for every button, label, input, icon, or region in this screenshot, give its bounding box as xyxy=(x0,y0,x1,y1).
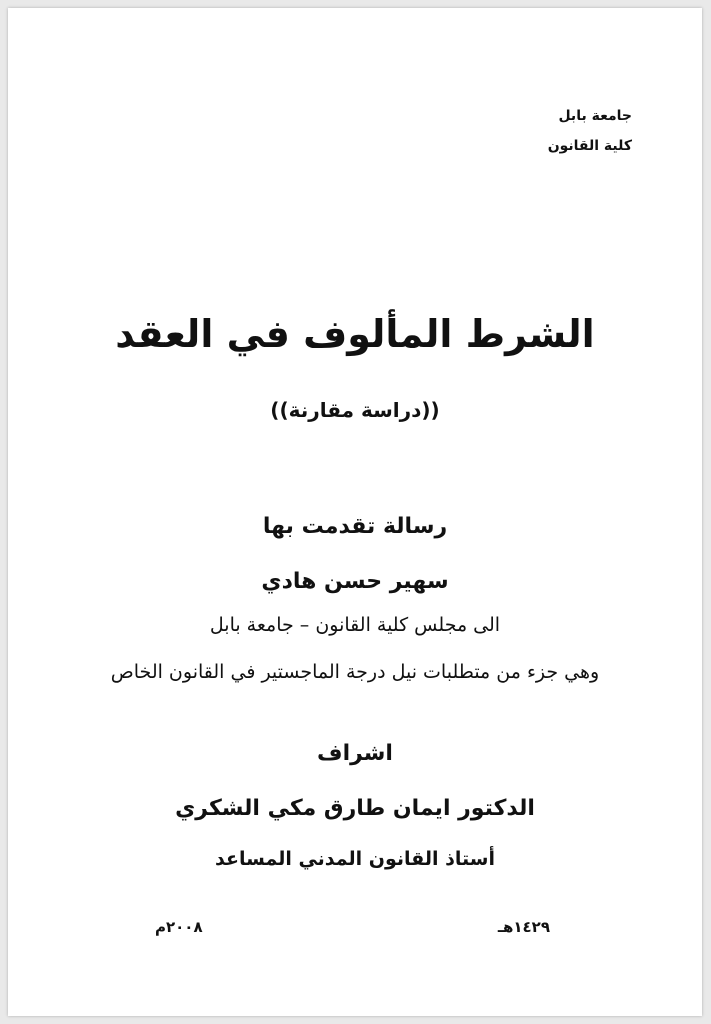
thesis-subtitle: ((دراسة مقارنة)) xyxy=(270,398,440,422)
supervisor-name: الدكتور ايمان طارق مكي الشكري xyxy=(175,796,535,821)
supervision-heading: اشراف xyxy=(317,741,393,766)
author-name: سهير حسن هادي xyxy=(261,569,449,594)
gregorian-date: ٢٠٠٨م xyxy=(155,918,203,936)
university-name: جامعة بابل xyxy=(558,108,632,124)
college-name: كلية القانون xyxy=(547,138,632,154)
supervisor-position: أستاذ القانون المدني المساعد xyxy=(215,848,495,870)
council-line: الى مجلس كلية القانون – جامعة بابل xyxy=(209,614,501,636)
hijri-date: ١٤٢٩هـ xyxy=(497,918,550,936)
thesis-title: الشرط المألوف في العقد xyxy=(115,312,595,356)
presented-by-line: رسالة تقدمت بها xyxy=(262,514,448,539)
document-page xyxy=(8,8,702,1016)
degree-line: وهي جزء من متطلبات نيل درجة الماجستير في القانون الخاص xyxy=(110,661,600,683)
